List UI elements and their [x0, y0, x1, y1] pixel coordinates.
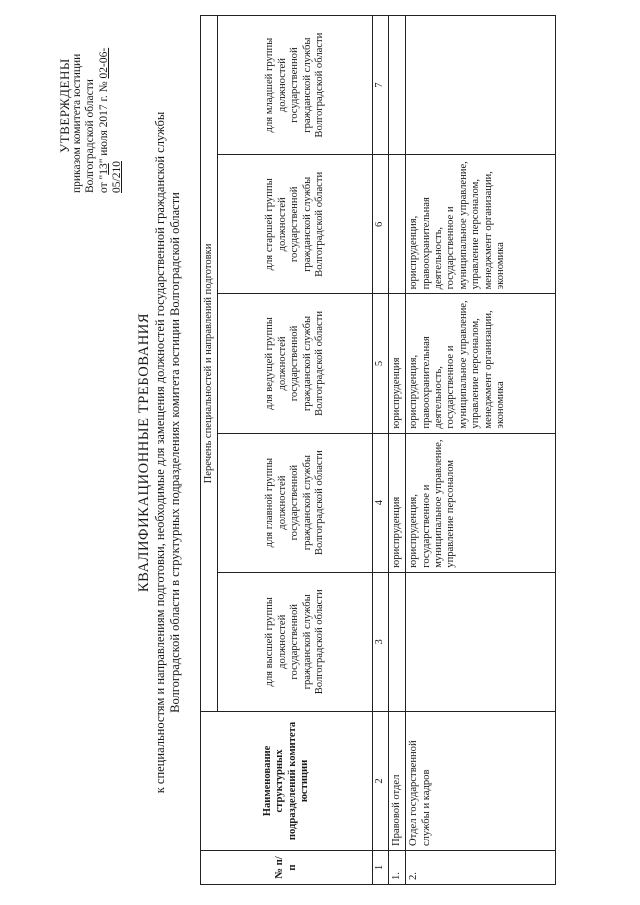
title-sub-2: Волгоградской области в структурных подразделениях комитета юстиции Волгоградской области — [168, 192, 182, 713]
title-sub-1: к специальностям и направлениям подготовки, необходимые для замещения должностей государственной гражданской службы — [153, 111, 167, 794]
approval-day: 13 — [97, 163, 110, 175]
row-cell: юриспруденция — [388, 433, 405, 572]
header-group: Перечень специальностей и направлений подготовки — [201, 16, 218, 712]
approval-line-2: Волгоградской области — [84, 79, 97, 193]
table-row — [388, 16, 405, 885]
row-cell: юриспруденция, правоохранительная деятельность, государственное и муниципальное управление, управление персоналом, менеджмент организации, экономика — [406, 294, 556, 433]
row-cell — [406, 16, 556, 155]
approval-date-mid: " июля 2017 г. № — [97, 78, 110, 164]
header-col-higher: для высшей группы должностей государственной гражданской службы Волгоградской области — [218, 572, 373, 711]
header-col-chief: для главной группы должностей государственной гражданской службы Волгоградской области — [218, 433, 373, 572]
approval-stamp — [58, 18, 124, 193]
col-number: 7 — [373, 16, 388, 155]
title-main: КВАЛИФИКАЦИОННЫЕ ТРЕБОВАНИЯ — [136, 312, 152, 593]
col-number: 1 — [373, 851, 388, 885]
col-number: 5 — [373, 294, 388, 433]
approval-line-3 — [98, 18, 124, 193]
header-col-junior: для младшей группы должностей государственной гражданской службы Волгоградской области — [218, 16, 373, 155]
approval-order-number: 02-06-05/210 — [97, 47, 123, 193]
row-name: Правовой отдел — [388, 711, 405, 850]
approval-heading: УТВЕРЖДЕНЫ — [57, 58, 72, 153]
row-cell: юриспруденция — [388, 294, 405, 433]
row-cell: юриспруденция, правоохранительная деятельность, государственное и муниципальное управление, управление персоналом, менеджмент организации, экономика — [406, 155, 556, 294]
header-num: № п/п — [201, 851, 373, 885]
col-number: 3 — [373, 572, 388, 711]
row-cell — [388, 16, 405, 155]
column-numbers-row — [373, 16, 388, 885]
col-number: 2 — [373, 711, 388, 850]
col-number: 6 — [373, 155, 388, 294]
header-row-1 — [201, 16, 218, 885]
row-cell: юриспруденция, государственное и муниципальное управление, управление персоналом — [406, 433, 556, 572]
approval-line-1: приказом комитета юстиции — [71, 53, 84, 193]
header-col-senior: для старшей группы должностей государственной гражданской службы Волгоградской области — [218, 155, 373, 294]
row-cell — [388, 572, 405, 711]
row-cell — [406, 572, 556, 711]
row-cell — [388, 155, 405, 294]
row-num: 2. — [406, 851, 556, 885]
document-title — [136, 0, 183, 905]
row-num: 1. — [388, 851, 405, 885]
header-col-leading: для ведущей группы должностей государственной гражданской службы Волгоградской области — [218, 294, 373, 433]
header-name: Наименование структурных подразделений комитета юстиции — [201, 711, 373, 850]
approval-date-prefix: от " — [97, 174, 110, 193]
table-row — [406, 16, 556, 885]
requirements-table — [200, 15, 556, 885]
row-name: Отдел государственной службы и кадров — [406, 711, 556, 850]
col-number: 4 — [373, 433, 388, 572]
